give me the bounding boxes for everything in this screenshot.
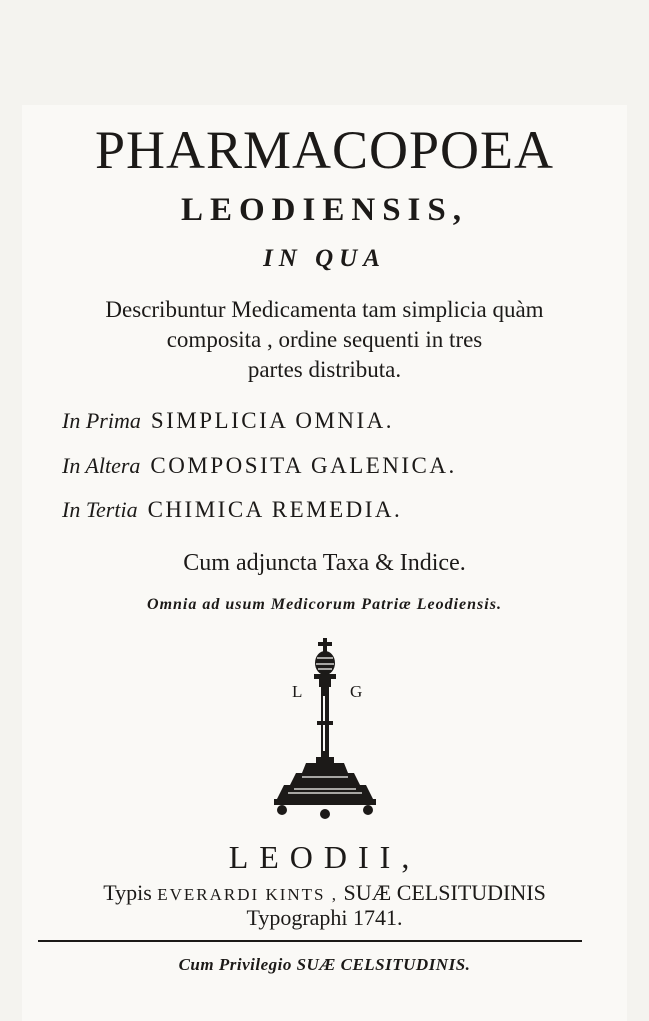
- part-content: COMPOSITA GALENICA.: [150, 453, 457, 478]
- perron-emblem: [270, 636, 380, 822]
- part-ordinal: In Tertia: [62, 497, 138, 522]
- part-content: CHIMICA REMEDIA.: [147, 497, 403, 522]
- part-two: [62, 451, 457, 481]
- typis-word: Typis: [103, 880, 152, 905]
- pine-cone-icon: [314, 651, 336, 679]
- divider-rule: [38, 940, 582, 942]
- part-ordinal: In Altera: [62, 453, 141, 478]
- book-title: PHARMACOPOEA: [94, 120, 555, 180]
- description-line: Describuntur Medicamenta tam simplicia quàm: [105, 297, 544, 322]
- city-line: LEODII,: [228, 839, 421, 875]
- printer-title: SUÆ CELSITUDINIS: [343, 880, 546, 905]
- printer-name: EVERARDI KINTS ,: [157, 885, 339, 904]
- emblem-letter-right: G: [350, 682, 363, 701]
- part-one: [62, 406, 394, 436]
- part-ordinal: In Prima: [62, 408, 141, 433]
- column-icon: [316, 679, 334, 763]
- cross-icon: [318, 638, 332, 652]
- in-qua-line: IN QUA: [263, 245, 386, 272]
- usum-line: Omnia ad usum Medicorum Patriæ Leodiensis.: [147, 596, 502, 613]
- emblem-letter-left: L: [292, 682, 303, 701]
- steps-icon: [274, 763, 376, 819]
- book-subtitle: LEODIENSIS,: [180, 192, 468, 228]
- description-line: partes distributa.: [247, 357, 402, 382]
- taxa-line: Cum adjuncta Taxa & Indice.: [183, 550, 466, 576]
- part-three: [62, 495, 402, 525]
- description-line: composita , ordine sequenti in tres: [166, 327, 483, 352]
- privilege-line: Cum Privilegio SUÆ CELSITUDINIS.: [178, 955, 471, 974]
- part-content: SIMPLICIA OMNIA.: [150, 408, 395, 433]
- typographi-line: Typographi 1741.: [246, 905, 403, 930]
